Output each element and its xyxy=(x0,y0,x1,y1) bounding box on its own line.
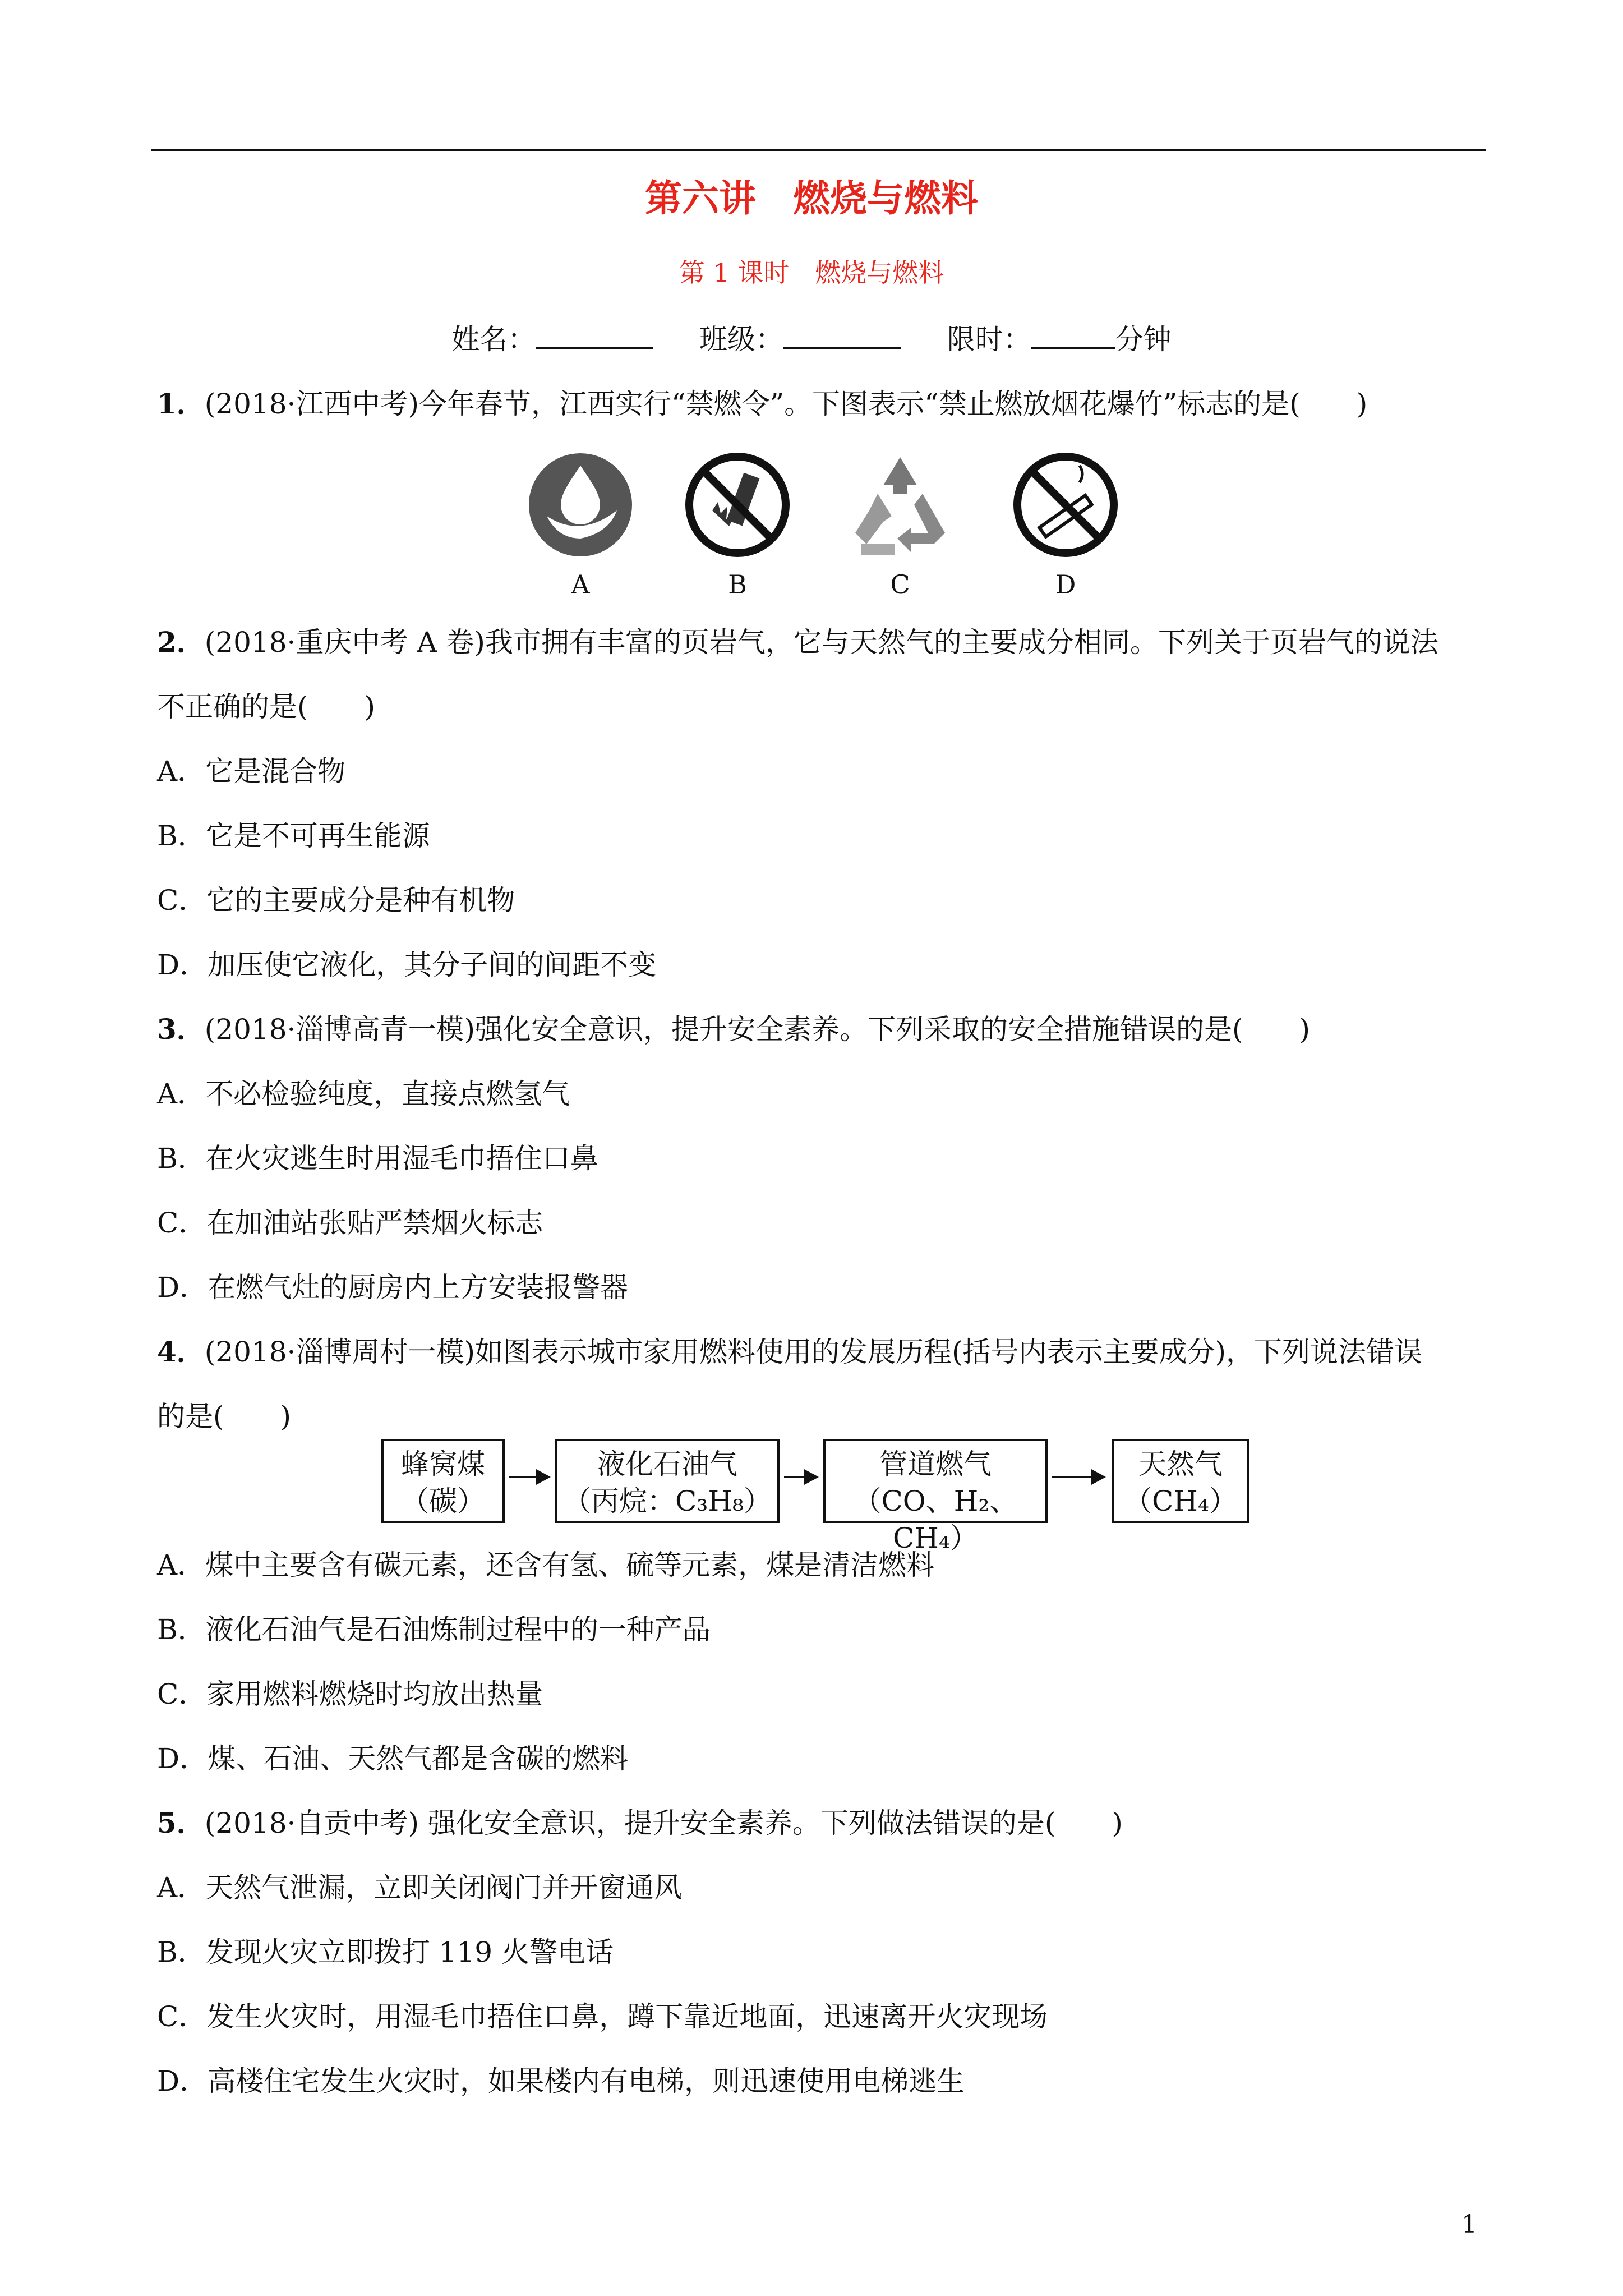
flow-name: 管道燃气 xyxy=(879,1448,992,1480)
question-3 xyxy=(157,1007,1310,1047)
option-c[interactable]: C．它的主要成分是种有机物 xyxy=(157,884,515,917)
option-d[interactable]: D．煤、石油、天然气都是含碳的燃料 xyxy=(157,1742,629,1775)
question-1-images xyxy=(0,449,1623,606)
flow-arrow xyxy=(1052,1476,1103,1478)
flow-box-pipeline-gas xyxy=(823,1439,1048,1554)
flow-box-lpg xyxy=(555,1439,780,1523)
option-a[interactable]: A．不必检验纯度，直接点燃氢气 xyxy=(157,1078,570,1110)
time-label: 限时： xyxy=(947,323,1031,356)
question-number: 1． xyxy=(157,387,205,420)
no-fireworks-icon[interactable] xyxy=(681,449,794,561)
option-label-c: C xyxy=(890,569,910,600)
question-number: 5． xyxy=(157,1806,205,1839)
fuel-history-diagram xyxy=(381,1439,1256,1554)
option-b[interactable]: B．发现火灾立即拨打 119 火警电话 xyxy=(157,1936,614,1968)
question-number: 2． xyxy=(157,625,205,659)
question-2-continued: 不正确的是( ) xyxy=(157,691,376,723)
flow-box-natural-gas xyxy=(1112,1439,1249,1523)
flow-arrow xyxy=(509,1476,547,1478)
flow-component: （碳） xyxy=(401,1485,485,1517)
flow-arrow xyxy=(784,1476,815,1478)
name-label: 姓名： xyxy=(451,323,536,356)
header-rule xyxy=(151,149,1486,151)
option-label-a: A xyxy=(571,569,590,600)
option-d[interactable]: D．高楼住宅发生火灾时，如果楼内有电梯，则迅速使用电梯逃生 xyxy=(157,2065,965,2097)
option-label-b: B xyxy=(728,569,747,600)
question-text: (2018·淄博周村一模)如图表示城市家用燃料使用的发展历程(括号内表示主要成分)，下列说法错误 xyxy=(204,1336,1422,1368)
option-a[interactable]: A．它是混合物 xyxy=(157,755,346,788)
question-text: (2018·江西中考)今年春节，江西实行“禁燃令”。下图表示“禁止燃放烟花爆竹”标志的是( ) xyxy=(204,388,1368,420)
question-2 xyxy=(157,620,1438,660)
flow-name: 天然气 xyxy=(1138,1448,1223,1480)
option-c[interactable]: C．发生火灾时，用湿毛巾捂住口鼻，蹲下靠近地面，迅速离开火灾现场 xyxy=(157,2000,1048,2033)
question-text: (2018·淄博高青一模)强化安全意识，提升安全素养。下列采取的安全措施错误的是( ) xyxy=(204,1013,1310,1046)
question-4 xyxy=(157,1329,1422,1370)
question-number: 4． xyxy=(157,1335,205,1368)
flow-component: （丙烷：C₃H₈） xyxy=(563,1485,772,1517)
option-label-d: D xyxy=(1055,569,1076,600)
option-c[interactable]: C．在加油站张贴严禁烟火标志 xyxy=(157,1207,543,1239)
option-a[interactable]: A．煤中主要含有碳元素，还含有氢、硫等元素，煤是清洁燃料 xyxy=(157,1549,935,1581)
student-info-line xyxy=(0,317,1623,357)
flow-component: （CO、H₂、CH₄） xyxy=(853,1485,1018,1554)
flow-name: 蜂窝煤 xyxy=(401,1448,485,1480)
option-b[interactable]: B．它是不可再生能源 xyxy=(157,820,430,852)
question-5 xyxy=(157,1801,1123,1841)
question-text: (2018·自贡中考) 强化安全意识，提升安全素养。下列做法错误的是( ) xyxy=(204,1807,1123,1839)
question-4-continued: 的是( ) xyxy=(157,1400,292,1433)
water-drop-icon[interactable] xyxy=(524,449,637,561)
option-a[interactable]: A．天然气泄漏，立即关闭阀门并开窗通风 xyxy=(157,1871,683,1904)
page-number: 1 xyxy=(1461,2210,1477,2239)
option-d[interactable]: D．在燃气灶的厨房内上方安装报警器 xyxy=(157,1271,629,1304)
lesson-subtitle: 第 1 课时 燃烧与燃料 xyxy=(679,257,944,288)
question-text: (2018·重庆中考 A 卷)我市拥有丰富的页岩气，它与天然气的主要成分相同。下列关于页岩气的说法 xyxy=(204,626,1438,659)
no-smoking-icon[interactable] xyxy=(1009,449,1122,561)
flow-box-honeycomb-coal xyxy=(381,1439,505,1523)
time-unit: 分钟 xyxy=(1115,323,1172,356)
time-blank[interactable] xyxy=(1031,325,1115,349)
name-blank[interactable] xyxy=(536,325,653,349)
option-b[interactable]: B．在火灾逃生时用湿毛巾捂住口鼻 xyxy=(157,1142,598,1175)
question-number: 3． xyxy=(157,1013,205,1046)
question-1 xyxy=(157,381,1367,422)
flow-component: （CH₄） xyxy=(1124,1485,1237,1517)
page-title: 第六讲 燃烧与燃料 xyxy=(645,176,978,220)
flow-name: 液化石油气 xyxy=(597,1448,737,1480)
recycle-icon[interactable] xyxy=(844,449,956,561)
option-b[interactable]: B．液化石油气是石油炼制过程中的一种产品 xyxy=(157,1613,711,1646)
class-label: 班级： xyxy=(699,323,783,356)
option-d[interactable]: D．加压使它液化，其分子间的间距不变 xyxy=(157,949,657,981)
class-blank[interactable] xyxy=(783,325,901,349)
option-c[interactable]: C．家用燃料燃烧时均放出热量 xyxy=(157,1678,543,1710)
